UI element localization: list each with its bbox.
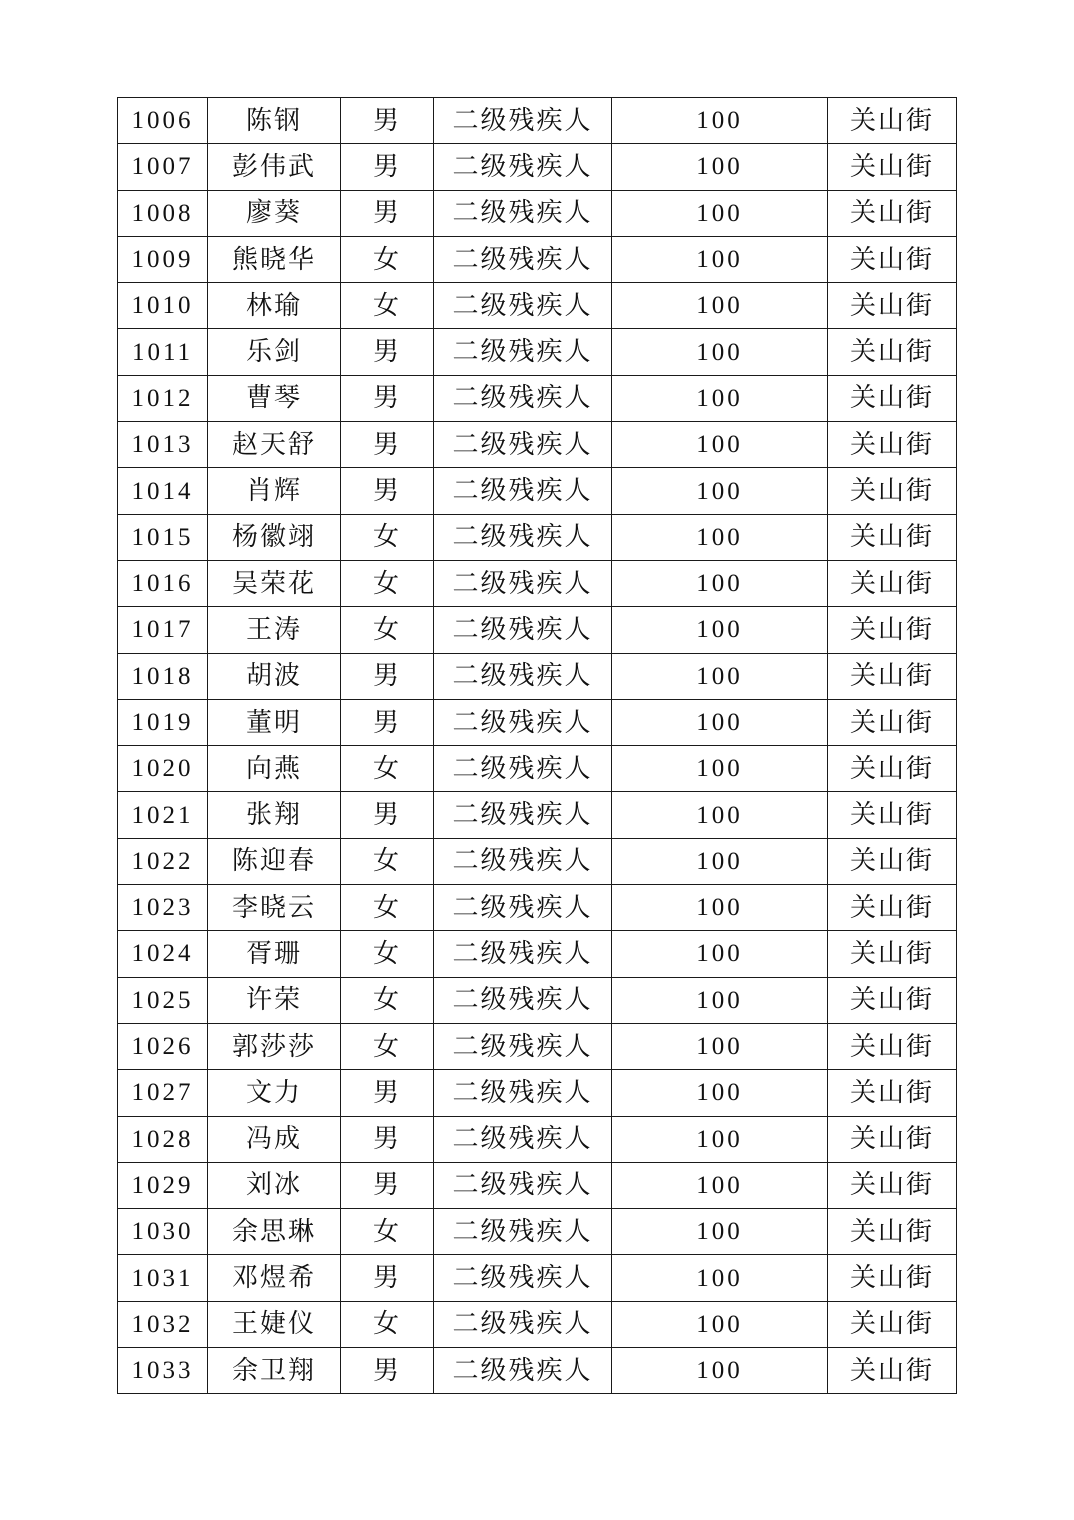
record-id-cell: 1018 — [118, 653, 208, 699]
category-cell: 二级残疾人 — [434, 1116, 612, 1162]
record-id-cell: 1009 — [118, 236, 208, 282]
amount-cell: 100 — [612, 1070, 828, 1116]
amount-cell: 100 — [612, 375, 828, 421]
street-cell: 关山街 — [828, 283, 957, 329]
category-cell: 二级残疾人 — [434, 1348, 612, 1394]
name-cell: 刘冰 — [208, 1162, 341, 1208]
table-row — [118, 190, 957, 236]
gender-cell: 女 — [341, 1301, 434, 1347]
street-cell: 关山街 — [828, 699, 957, 745]
name-cell: 廖葵 — [208, 190, 341, 236]
name-cell: 彭伟武 — [208, 144, 341, 190]
gender-cell: 女 — [341, 514, 434, 560]
name-cell: 胡波 — [208, 653, 341, 699]
category-cell: 二级残疾人 — [434, 375, 612, 421]
table-row — [118, 653, 957, 699]
street-cell: 关山街 — [828, 560, 957, 606]
gender-cell: 男 — [341, 422, 434, 468]
record-id-cell: 1016 — [118, 560, 208, 606]
street-cell: 关山街 — [828, 931, 957, 977]
record-id-cell: 1022 — [118, 838, 208, 884]
record-id-cell: 1019 — [118, 699, 208, 745]
name-cell: 乐剑 — [208, 329, 341, 375]
record-id-cell: 1030 — [118, 1209, 208, 1255]
amount-cell: 100 — [612, 792, 828, 838]
amount-cell: 100 — [612, 746, 828, 792]
amount-cell: 100 — [612, 699, 828, 745]
table-row — [118, 1348, 957, 1394]
amount-cell: 100 — [612, 1162, 828, 1208]
street-cell: 关山街 — [828, 329, 957, 375]
name-cell: 杨徽翊 — [208, 514, 341, 560]
record-id-cell: 1028 — [118, 1116, 208, 1162]
category-cell: 二级残疾人 — [434, 144, 612, 190]
table-row — [118, 885, 957, 931]
record-id-cell: 1013 — [118, 422, 208, 468]
name-cell: 郭莎莎 — [208, 1023, 341, 1069]
name-cell: 余卫翔 — [208, 1348, 341, 1394]
table-row — [118, 283, 957, 329]
record-id-cell: 1020 — [118, 746, 208, 792]
amount-cell: 100 — [612, 560, 828, 606]
gender-cell: 男 — [341, 1162, 434, 1208]
gender-cell: 男 — [341, 144, 434, 190]
amount-cell: 100 — [612, 1116, 828, 1162]
table-row — [118, 1023, 957, 1069]
category-cell: 二级残疾人 — [434, 1162, 612, 1208]
gender-cell: 男 — [341, 190, 434, 236]
table-row — [118, 1162, 957, 1208]
name-cell: 冯成 — [208, 1116, 341, 1162]
table-row — [118, 422, 957, 468]
street-cell: 关山街 — [828, 1070, 957, 1116]
record-id-cell: 1033 — [118, 1348, 208, 1394]
street-cell: 关山街 — [828, 607, 957, 653]
table-row — [118, 1301, 957, 1347]
category-cell: 二级残疾人 — [434, 560, 612, 606]
category-cell: 二级残疾人 — [434, 1209, 612, 1255]
gender-cell: 女 — [341, 607, 434, 653]
name-cell: 李晓云 — [208, 885, 341, 931]
name-cell: 王婕仪 — [208, 1301, 341, 1347]
amount-cell: 100 — [612, 422, 828, 468]
street-cell: 关山街 — [828, 1023, 957, 1069]
amount-cell: 100 — [612, 98, 828, 144]
amount-cell: 100 — [612, 329, 828, 375]
gender-cell: 女 — [341, 283, 434, 329]
name-cell: 陈迎春 — [208, 838, 341, 884]
gender-cell: 男 — [341, 329, 434, 375]
name-cell: 陈钢 — [208, 98, 341, 144]
amount-cell: 100 — [612, 977, 828, 1023]
name-cell: 胥珊 — [208, 931, 341, 977]
record-id-cell: 1023 — [118, 885, 208, 931]
name-cell: 赵天舒 — [208, 422, 341, 468]
category-cell: 二级残疾人 — [434, 422, 612, 468]
category-cell: 二级残疾人 — [434, 885, 612, 931]
table-row — [118, 1255, 957, 1301]
category-cell: 二级残疾人 — [434, 1023, 612, 1069]
table-row — [118, 329, 957, 375]
street-cell: 关山街 — [828, 977, 957, 1023]
gender-cell: 男 — [341, 1116, 434, 1162]
name-cell: 余思琳 — [208, 1209, 341, 1255]
street-cell: 关山街 — [828, 1255, 957, 1301]
table-row — [118, 699, 957, 745]
record-id-cell: 1007 — [118, 144, 208, 190]
name-cell: 林瑜 — [208, 283, 341, 329]
street-cell: 关山街 — [828, 1209, 957, 1255]
amount-cell: 100 — [612, 931, 828, 977]
street-cell: 关山街 — [828, 792, 957, 838]
record-id-cell: 1008 — [118, 190, 208, 236]
amount-cell: 100 — [612, 1209, 828, 1255]
gender-cell: 女 — [341, 746, 434, 792]
street-cell: 关山街 — [828, 1348, 957, 1394]
name-cell: 王涛 — [208, 607, 341, 653]
category-cell: 二级残疾人 — [434, 607, 612, 653]
name-cell: 曹琴 — [208, 375, 341, 421]
gender-cell: 男 — [341, 1070, 434, 1116]
street-cell: 关山街 — [828, 838, 957, 884]
gender-cell: 男 — [341, 653, 434, 699]
street-cell: 关山街 — [828, 422, 957, 468]
amount-cell: 100 — [612, 1301, 828, 1347]
amount-cell: 100 — [612, 1348, 828, 1394]
table-row — [118, 236, 957, 282]
category-cell: 二级残疾人 — [434, 699, 612, 745]
amount-cell: 100 — [612, 607, 828, 653]
record-id-cell: 1010 — [118, 283, 208, 329]
name-cell: 向燕 — [208, 746, 341, 792]
category-cell: 二级残疾人 — [434, 838, 612, 884]
table-row — [118, 792, 957, 838]
name-cell: 董明 — [208, 699, 341, 745]
category-cell: 二级残疾人 — [434, 98, 612, 144]
name-cell: 肖辉 — [208, 468, 341, 514]
street-cell: 关山街 — [828, 190, 957, 236]
gender-cell: 女 — [341, 838, 434, 884]
gender-cell: 男 — [341, 1255, 434, 1301]
table-row — [118, 98, 957, 144]
record-id-cell: 1014 — [118, 468, 208, 514]
table-row — [118, 746, 957, 792]
category-cell: 二级残疾人 — [434, 514, 612, 560]
street-cell: 关山街 — [828, 98, 957, 144]
category-cell: 二级残疾人 — [434, 977, 612, 1023]
category-cell: 二级残疾人 — [434, 746, 612, 792]
table-row — [118, 514, 957, 560]
roster-table — [117, 97, 957, 1394]
category-cell: 二级残疾人 — [434, 190, 612, 236]
street-cell: 关山街 — [828, 1116, 957, 1162]
table-row — [118, 1070, 957, 1116]
street-cell: 关山街 — [828, 375, 957, 421]
record-id-cell: 1026 — [118, 1023, 208, 1069]
roster-body — [118, 98, 957, 1394]
amount-cell: 100 — [612, 885, 828, 931]
table-row — [118, 977, 957, 1023]
gender-cell: 女 — [341, 885, 434, 931]
street-cell: 关山街 — [828, 514, 957, 560]
gender-cell: 女 — [341, 931, 434, 977]
street-cell: 关山街 — [828, 653, 957, 699]
name-cell: 邓煜希 — [208, 1255, 341, 1301]
table-row — [118, 607, 957, 653]
category-cell: 二级残疾人 — [434, 931, 612, 977]
gender-cell: 女 — [341, 1023, 434, 1069]
amount-cell: 100 — [612, 283, 828, 329]
street-cell: 关山街 — [828, 1162, 957, 1208]
table-row — [118, 838, 957, 884]
street-cell: 关山街 — [828, 1301, 957, 1347]
table-row — [118, 468, 957, 514]
name-cell: 文力 — [208, 1070, 341, 1116]
gender-cell: 女 — [341, 560, 434, 606]
amount-cell: 100 — [612, 514, 828, 560]
table-row — [118, 1209, 957, 1255]
category-cell: 二级残疾人 — [434, 792, 612, 838]
table-row — [118, 375, 957, 421]
name-cell: 熊晓华 — [208, 236, 341, 282]
gender-cell: 男 — [341, 1348, 434, 1394]
record-id-cell: 1024 — [118, 931, 208, 977]
category-cell: 二级残疾人 — [434, 283, 612, 329]
amount-cell: 100 — [612, 653, 828, 699]
table-row — [118, 931, 957, 977]
record-id-cell: 1021 — [118, 792, 208, 838]
amount-cell: 100 — [612, 1255, 828, 1301]
gender-cell: 男 — [341, 98, 434, 144]
category-cell: 二级残疾人 — [434, 236, 612, 282]
amount-cell: 100 — [612, 190, 828, 236]
category-cell: 二级残疾人 — [434, 1070, 612, 1116]
amount-cell: 100 — [612, 838, 828, 884]
record-id-cell: 1031 — [118, 1255, 208, 1301]
gender-cell: 男 — [341, 468, 434, 514]
name-cell: 吴荣花 — [208, 560, 341, 606]
street-cell: 关山街 — [828, 746, 957, 792]
amount-cell: 100 — [612, 236, 828, 282]
street-cell: 关山街 — [828, 236, 957, 282]
category-cell: 二级残疾人 — [434, 653, 612, 699]
record-id-cell: 1027 — [118, 1070, 208, 1116]
category-cell: 二级残疾人 — [434, 1255, 612, 1301]
record-id-cell: 1032 — [118, 1301, 208, 1347]
record-id-cell: 1015 — [118, 514, 208, 560]
amount-cell: 100 — [612, 144, 828, 190]
gender-cell: 女 — [341, 977, 434, 1023]
gender-cell: 女 — [341, 236, 434, 282]
amount-cell: 100 — [612, 1023, 828, 1069]
gender-cell: 男 — [341, 792, 434, 838]
record-id-cell: 1006 — [118, 98, 208, 144]
table-row — [118, 560, 957, 606]
table-row — [118, 1116, 957, 1162]
name-cell: 张翔 — [208, 792, 341, 838]
gender-cell: 男 — [341, 699, 434, 745]
amount-cell: 100 — [612, 468, 828, 514]
category-cell: 二级残疾人 — [434, 329, 612, 375]
street-cell: 关山街 — [828, 468, 957, 514]
record-id-cell: 1017 — [118, 607, 208, 653]
street-cell: 关山街 — [828, 144, 957, 190]
record-id-cell: 1012 — [118, 375, 208, 421]
category-cell: 二级残疾人 — [434, 468, 612, 514]
name-cell: 许荣 — [208, 977, 341, 1023]
record-id-cell: 1029 — [118, 1162, 208, 1208]
street-cell: 关山街 — [828, 885, 957, 931]
gender-cell: 女 — [341, 1209, 434, 1255]
table-row — [118, 144, 957, 190]
record-id-cell: 1011 — [118, 329, 208, 375]
category-cell: 二级残疾人 — [434, 1301, 612, 1347]
record-id-cell: 1025 — [118, 977, 208, 1023]
gender-cell: 男 — [341, 375, 434, 421]
